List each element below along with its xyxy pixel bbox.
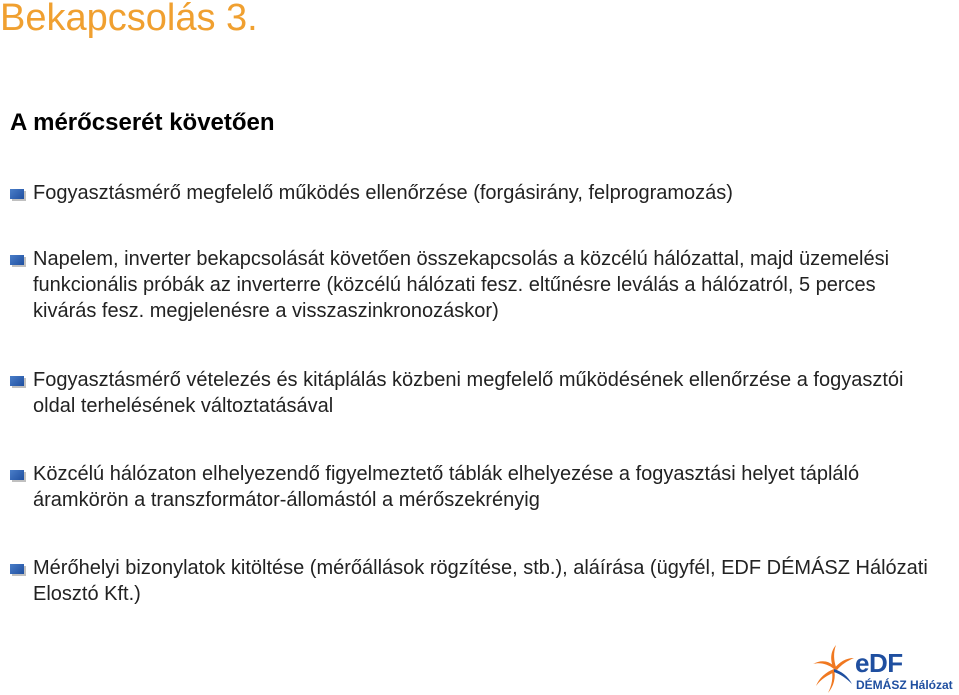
logo-company: DÉMÁSZ Hálózat xyxy=(856,678,953,692)
edf-sunburst-icon xyxy=(810,642,856,695)
logo-brand: eDF xyxy=(855,648,903,678)
bullet-item-4 xyxy=(10,461,930,513)
blue-square-bullet-icon xyxy=(10,376,24,386)
blue-square-bullet-icon xyxy=(10,189,24,199)
bullet-item-5 xyxy=(10,555,930,607)
bullet-text: Közcélú hálózaton elhelyezendő figyelmeztető táblák elhelyezése a fogyasztási helyet tápláló áramkörön a transzformátor-állomástól a mérőszekrényig xyxy=(33,463,860,511)
blue-square-bullet-icon xyxy=(10,255,24,265)
bullet-item-3 xyxy=(10,367,930,419)
bullet-text: Fogyasztásmérő megfelelő működés ellenőrzése (forgásirány, felprogramozás) xyxy=(33,182,733,204)
blue-square-bullet-icon xyxy=(10,470,24,480)
company-logo xyxy=(810,642,958,695)
slide-subtitle: A mérőcserét követően xyxy=(10,109,275,136)
bullet-text: Fogyasztásmérő vételezés és kitáplálás közbeni megfelelő működésének ellenőrzése a fogyasztói oldal terhelésének változtatásával xyxy=(33,369,904,417)
blue-square-bullet-icon xyxy=(10,564,24,574)
bullet-text: Mérőhelyi bizonylatok kitöltése (mérőállások rögzítése, stb.), aláírása (ügyfél, EDF DÉMÁSZ Hálózati Elosztó Kft.) xyxy=(33,557,928,605)
bullet-item-1 xyxy=(10,180,930,206)
bullet-text: Napelem, inverter bekapcsolását követően összekapcsolás a közcélú hálózattal, majd üzemelési funkcionális próbák az inverterre (közcélú hálózati fesz. eltűnésre leválás a hálózatról, 5 perces kivárás fesz. megjelenésre a visszaszinkronozáskor) xyxy=(33,248,890,322)
slide-title: Bekapcsolás 3. xyxy=(0,0,258,39)
bullet-item-2 xyxy=(10,246,930,324)
